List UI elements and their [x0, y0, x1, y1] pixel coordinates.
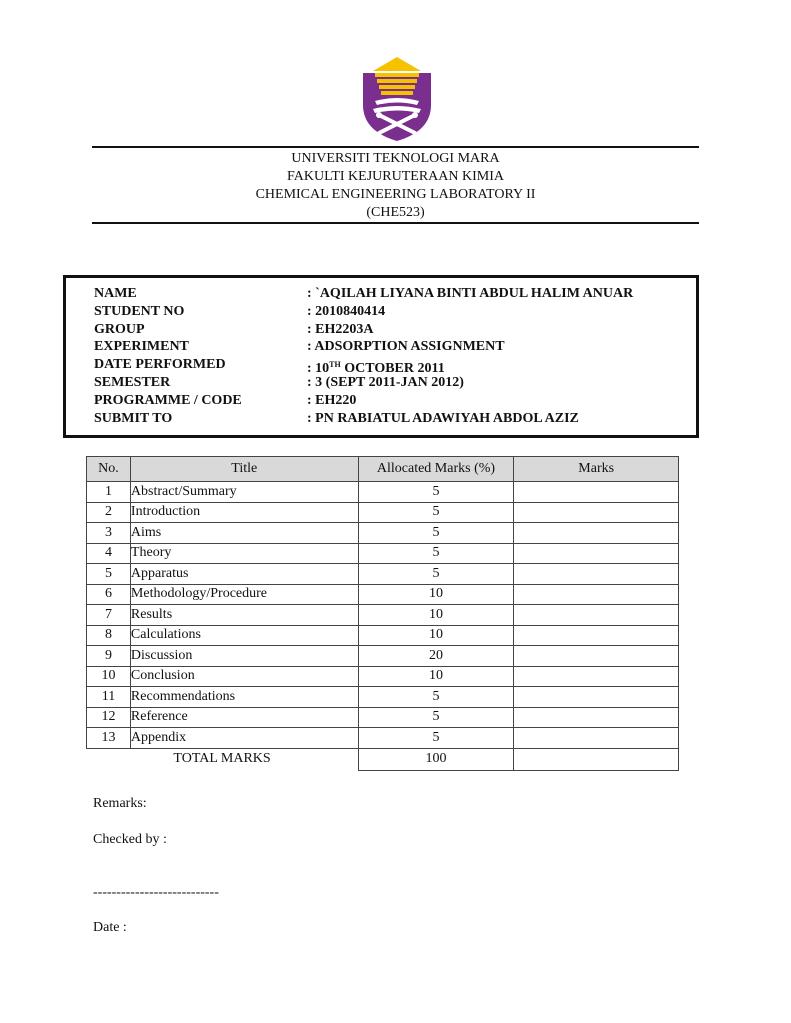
row-title: Discussion — [130, 646, 358, 667]
group-value: : EH2203A — [307, 322, 374, 337]
university-name: UNIVERSITI TEKNOLOGI MARA — [291, 151, 500, 166]
table-row — [87, 584, 679, 605]
row-title: Methodology/Procedure — [130, 584, 358, 605]
table-row — [87, 523, 679, 544]
programme-value: : EH220 — [307, 393, 357, 408]
total-row — [87, 748, 679, 770]
table-row — [87, 707, 679, 728]
table-row — [87, 666, 679, 687]
row-marks-cell[interactable] — [514, 625, 679, 646]
date-label: Date : — [93, 920, 127, 935]
row-no: 7 — [87, 605, 131, 626]
row-no: 6 — [87, 584, 131, 605]
row-allocated: 5 — [358, 564, 514, 585]
row-marks-cell[interactable] — [514, 584, 679, 605]
header-top-rule — [92, 146, 699, 148]
row-marks-cell[interactable] — [514, 646, 679, 667]
table-header-row — [87, 457, 679, 482]
course-code: (CHE523) — [366, 205, 425, 220]
row-allocated: 5 — [358, 482, 514, 503]
row-no: 4 — [87, 543, 131, 564]
submit-to-label: SUBMIT TO — [94, 411, 173, 426]
student-no-label: STUDENT NO — [94, 304, 185, 319]
semester-value: : 3 (SEPT 2011-JAN 2012) — [307, 375, 464, 390]
row-title: Calculations — [130, 625, 358, 646]
row-allocated: 10 — [358, 605, 514, 626]
row-marks-cell[interactable] — [514, 687, 679, 708]
row-allocated: 5 — [358, 523, 514, 544]
table-row — [87, 502, 679, 523]
row-marks-cell[interactable] — [514, 707, 679, 728]
row-marks-cell[interactable] — [514, 564, 679, 585]
row-title: Abstract/Summary — [130, 482, 358, 503]
table-row — [87, 728, 679, 749]
total-allocated: 100 — [358, 748, 514, 770]
total-marks-label: TOTAL MARKS — [173, 751, 271, 767]
col-header-marks: Marks — [514, 457, 679, 482]
programme-label: PROGRAMME / CODE — [94, 393, 242, 408]
table-row — [87, 687, 679, 708]
col-header-allocated: Allocated Marks (%) — [358, 457, 514, 482]
group-label: GROUP — [94, 322, 145, 337]
row-marks-cell[interactable] — [514, 523, 679, 544]
row-no: 11 — [87, 687, 131, 708]
row-no: 12 — [87, 707, 131, 728]
row-no: 13 — [87, 728, 131, 749]
row-no: 3 — [87, 523, 131, 544]
row-marks-cell[interactable] — [514, 482, 679, 503]
row-title: Reference — [130, 707, 358, 728]
row-title: Conclusion — [130, 666, 358, 687]
table-row — [87, 482, 679, 503]
table-row — [87, 646, 679, 667]
date-performed-value: : 10TH OCTOBER 2011 — [307, 360, 445, 376]
row-allocated: 5 — [358, 543, 514, 564]
remarks-label: Remarks: — [93, 796, 147, 811]
col-header-title: Title — [130, 457, 358, 482]
university-logo — [361, 55, 433, 143]
row-title: Aims — [130, 523, 358, 544]
row-title: Recommendations — [130, 687, 358, 708]
total-marks-cell[interactable] — [514, 748, 679, 770]
row-allocated: 5 — [358, 502, 514, 523]
row-title: Theory — [130, 543, 358, 564]
row-marks-cell[interactable] — [514, 605, 679, 626]
experiment-value: : ADSORPTION ASSIGNMENT — [307, 339, 505, 354]
submit-to-value: : PN RABIATUL ADAWIYAH ABDOL AZIZ — [307, 411, 579, 426]
signature-line: --------------------------- — [93, 885, 219, 900]
checked-by-label: Checked by : — [93, 832, 167, 847]
table-row — [87, 564, 679, 585]
row-allocated: 5 — [358, 687, 514, 708]
row-no: 10 — [87, 666, 131, 687]
row-allocated: 10 — [358, 666, 514, 687]
faculty-name: FAKULTI KEJURUTERAAN KIMIA — [287, 169, 504, 184]
student-info-box — [63, 275, 699, 438]
experiment-label: EXPERIMENT — [94, 339, 189, 354]
row-allocated: 10 — [358, 625, 514, 646]
row-allocated: 10 — [358, 584, 514, 605]
row-no: 1 — [87, 482, 131, 503]
row-marks-cell[interactable] — [514, 502, 679, 523]
row-allocated: 5 — [358, 728, 514, 749]
row-title: Appendix — [130, 728, 358, 749]
document-header — [92, 150, 699, 222]
row-title: Introduction — [130, 502, 358, 523]
row-title: Results — [130, 605, 358, 626]
row-no: 9 — [87, 646, 131, 667]
row-marks-cell[interactable] — [514, 666, 679, 687]
row-no: 8 — [87, 625, 131, 646]
col-header-no: No. — [87, 457, 131, 482]
row-no: 5 — [87, 564, 131, 585]
marks-table — [86, 456, 679, 771]
row-allocated: 5 — [358, 707, 514, 728]
row-marks-cell[interactable] — [514, 728, 679, 749]
row-allocated: 20 — [358, 646, 514, 667]
date-performed-label: DATE PERFORMED — [94, 357, 226, 372]
row-no: 2 — [87, 502, 131, 523]
row-title: Apparatus — [130, 564, 358, 585]
table-row — [87, 625, 679, 646]
name-label: NAME — [94, 286, 137, 301]
name-value: : `AQILAH LIYANA BINTI ABDUL HALIM ANUAR — [307, 286, 634, 301]
header-bottom-rule — [92, 222, 699, 224]
table-row — [87, 605, 679, 626]
course-name: CHEMICAL ENGINEERING LABORATORY II — [255, 187, 536, 202]
student-no-value: : 2010840414 — [307, 304, 386, 319]
row-marks-cell[interactable] — [514, 543, 679, 564]
table-row — [87, 543, 679, 564]
semester-label: SEMESTER — [94, 375, 171, 390]
